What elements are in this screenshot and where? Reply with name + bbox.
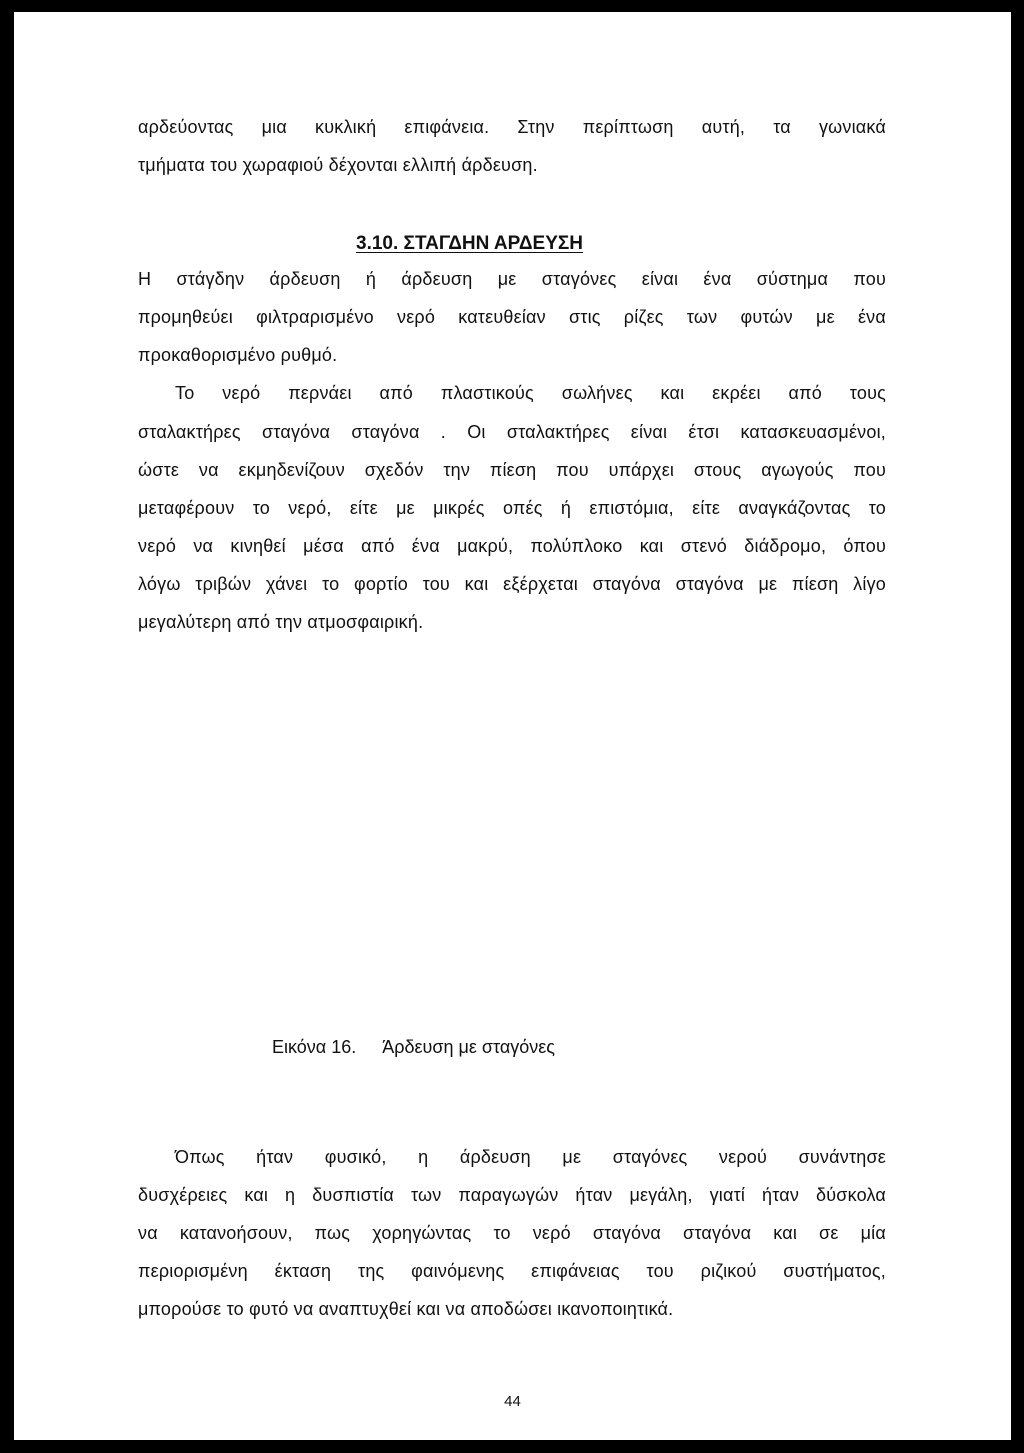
paragraph-line: νερό να κινηθεί μέσα από ένα μακρύ, πολύπλοκο και στενό διάδρομο, όπου	[138, 536, 886, 556]
paragraph-line: δυσχέρειες και η δυσπιστία των παραγωγών ήταν μεγάλη, γιατί ήταν δύσκολα	[138, 1185, 886, 1205]
paragraph-line: αρδεύοντας μια κυκλική επιφάνεια. Στην περίπτωση αυτή, τα γωνιακά	[138, 117, 886, 137]
paragraph-line: να κατανοήσουν, πως χορηγώντας το νερό σταγόνα σταγόνα και σε μία	[138, 1223, 886, 1243]
paragraph-line: περιορισμένη έκταση της φαινόμενης επιφάνειας του ριζικού συστήματος,	[138, 1261, 886, 1281]
paragraph-line: Το νερό περνάει από πλαστικούς σωλήνες και εκρέει από τους	[175, 383, 886, 403]
paragraph-line: Η στάγδην άρδευση ή άρδευση με σταγόνες είναι ένα σύστημα που	[138, 269, 886, 289]
paragraph-line: μεγαλύτερη από την ατμοσφαιρική.	[138, 612, 424, 632]
page-number: 44	[504, 1393, 521, 1410]
paragraph-line: τμήματα του χωραφιού δέχονται ελλιπή άρδευση.	[138, 155, 538, 175]
paragraph-line: μεταφέρουν το νερό, είτε με μικρές οπές ή επιστόμια, είτε αναγκάζοντας το	[138, 498, 886, 518]
paragraph-line: ώστε να εκμηδενίζουν σχεδόν την πίεση που υπάρχει στους αγωγούς που	[138, 460, 886, 480]
paragraph-line: προκαθορισμένο ρυθμό.	[138, 345, 338, 365]
paragraph-line: μπορούσε το φυτό να αναπτυχθεί και να αποδώσει ικανοποιητικά.	[138, 1299, 674, 1319]
figure-caption-text: Άρδευση με σταγόνες	[382, 1037, 555, 1057]
figure-area	[138, 642, 886, 1022]
paragraph-line: σταλακτήρες σταγόνα σταγόνα . Οι σταλακτήρες είναι έτσι κατασκευασμένοι,	[138, 422, 886, 442]
paragraph-line: λόγω τριβών χάνει το φορτίο του και εξέρχεται σταγόνα σταγόνα με πίεση λίγο	[138, 574, 886, 594]
section-heading: 3.10. ΣΤΑΓΔΗΝ ΑΡΔΕΥΣΗ	[356, 233, 583, 254]
document-page	[14, 12, 1011, 1440]
paragraph-line: Όπως ήταν φυσικό, η άρδευση με σταγόνες νερού συνάντησε	[175, 1147, 886, 1167]
figure-label: Εικόνα 16.	[272, 1037, 357, 1057]
figure-caption	[272, 1036, 555, 1058]
paragraph-line: προμηθεύει φιλτραρισμένο νερό κατευθείαν στις ρίζες των φυτών με ένα	[138, 307, 886, 327]
